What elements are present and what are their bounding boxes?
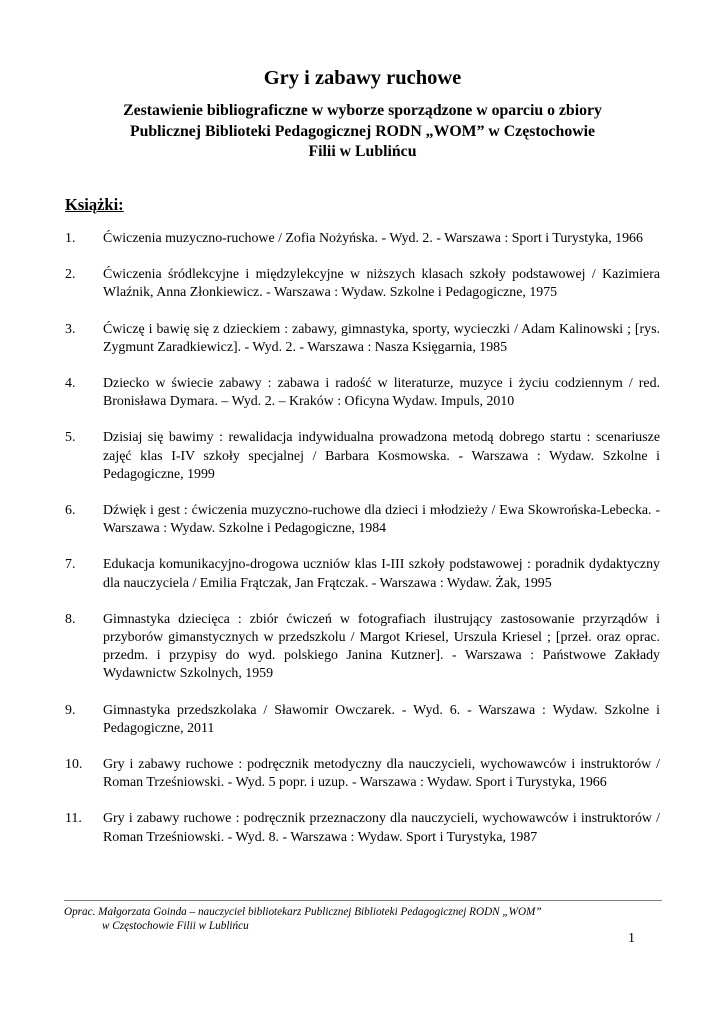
section-heading-books: Książki:	[65, 195, 124, 214]
bibliography-item	[65, 230, 660, 248]
item-text: Gimnastyka dziecięca : zbiór ćwiczeń w fotografiach ilustrujący zastosowanie przyrządów i przyborów gimanstycznych w przedszkolu / Margot Kriesel, Urszula Kriesel ; [przeł. oraz oprac. przedm. i przypisy do wyd. polskiego Janina Kutzner]. - Warszawa : Państwowe Zakłady Wydawnictw Szkolnych, 1959	[103, 611, 660, 682]
footer-note-line: w Częstochowie Filii w Lublińcu	[102, 920, 249, 932]
item-text: Dzisiaj się bawimy : rewalidacja indywidualna prowadzona metodą dobrego startu : scenariusze zajęć klas I-IV szkoły specjalnej / Barbara Kosmowska. - Warszawa : Wydaw. Szkolne i Pedagogiczne, 1999	[103, 430, 660, 482]
subtitle-line: Filii w Lublińcu	[308, 143, 417, 160]
item-number: 8.	[65, 611, 76, 627]
item-text: Ćwiczenia śródlekcyjne i międzylekcyjne w niższych klasach szkoły podstawowej / Kazimiera Wlaźnik, Anna Złonkiewicz. - Warszawa : Wydaw. Szkolne i Pedagogiczne, 1975	[103, 267, 660, 301]
bibliography-item	[65, 429, 660, 484]
bibliography-item	[65, 375, 660, 411]
bibliography-item	[65, 556, 660, 592]
item-text: Edukacja komunikacyjno-drogowa uczniów klas I-III szkoły podstawowej : poradnik dydaktyczny dla nauczyciela / Emilia Frątczak, Jan Frątczak. - Warszawa : Wydaw. Żak, 1995	[103, 557, 660, 591]
footer-note	[64, 905, 624, 933]
subtitle-line: Publicznej Biblioteki Pedagogicznej RODN „WOM” w Częstochowie	[129, 122, 596, 140]
bibliography-item	[65, 611, 660, 684]
item-text: Gry i zabawy ruchowe : podręcznik przeznaczony dla nauczycieli, wychowawców i instruktorów / Roman Trześniowski. - Wyd. 8. - Warszawa : Wydaw. Sport i Turystyka, 1987	[103, 811, 660, 845]
bibliography-item	[65, 810, 660, 846]
item-number: 9.	[65, 702, 76, 718]
bibliography-item	[65, 702, 660, 738]
bibliography-item	[65, 756, 660, 792]
item-number: 10.	[65, 757, 83, 773]
item-text: Dziecko w świecie zabawy : zabawa i radość w literaturze, muzyce i życiu codziennym / red. Bronisława Dymara. – Wyd. 2. – Kraków : Oficyna Wydaw. Impuls, 2010	[103, 376, 660, 410]
bibliography-item	[65, 266, 660, 302]
page-number: 1	[628, 931, 635, 946]
item-text: Ćwiczenia muzyczno-ruchowe / Zofia Nożyńska. - Wyd. 2. - Warszawa : Sport i Turystyka, 1966	[103, 231, 643, 246]
item-number: 3.	[65, 321, 76, 337]
bibliography-item	[65, 321, 660, 357]
document-title: Gry i zabawy ruchowe	[263, 67, 462, 89]
item-number: 1.	[65, 231, 76, 246]
subtitle-line: Zestawienie bibliograficzne w wyborze sporządzone w oparciu o zbiory	[123, 102, 602, 119]
item-number: 4.	[65, 376, 76, 392]
bibliography-list	[65, 230, 660, 865]
footer-divider	[64, 900, 662, 901]
item-text: Gimnastyka przedszkolaka / Sławomir Owczarek. - Wyd. 6. - Warszawa : Wydaw. Szkolne i Pedagogiczne, 2011	[103, 702, 660, 736]
item-number: 2.	[65, 267, 76, 283]
bibliography-item	[65, 502, 660, 538]
item-text: Ćwiczę i bawię się z dzieckiem : zabawy, gimnastyka, sporty, wycieczki / Adam Kalinowski ; [rys. Zygmunt Zaradkiewicz]. - Wyd. 2. - Warszawa : Nasza Księgarnia, 1985	[103, 321, 660, 355]
item-number: 6.	[65, 503, 76, 519]
document-subtitle	[60, 101, 665, 163]
footer-note-line: Oprac. Małgorzata Goinda – nauczyciel bibliotekarz Publicznej Biblioteki Pedagogicznej RODN „WOM”	[64, 906, 542, 918]
item-text: Dźwięk i gest : ćwiczenia muzyczno-ruchowe dla dzieci i młodzieży / Ewa Skowrońska-Lebecka. - Warszawa : Wydaw. Szkolne i Pedagogiczne, 1984	[103, 503, 660, 537]
item-text: Gry i zabawy ruchowe : podręcznik metodyczny dla nauczycieli, wychowawców i instruktorów / Roman Trześniowski. - Wyd. 5 popr. i uzup. - Warszawa : Wydaw. Sport i Turystyka, 1966	[103, 757, 660, 791]
item-number: 5.	[65, 430, 76, 446]
item-number: 7.	[65, 557, 76, 573]
item-number: 11.	[65, 811, 82, 827]
